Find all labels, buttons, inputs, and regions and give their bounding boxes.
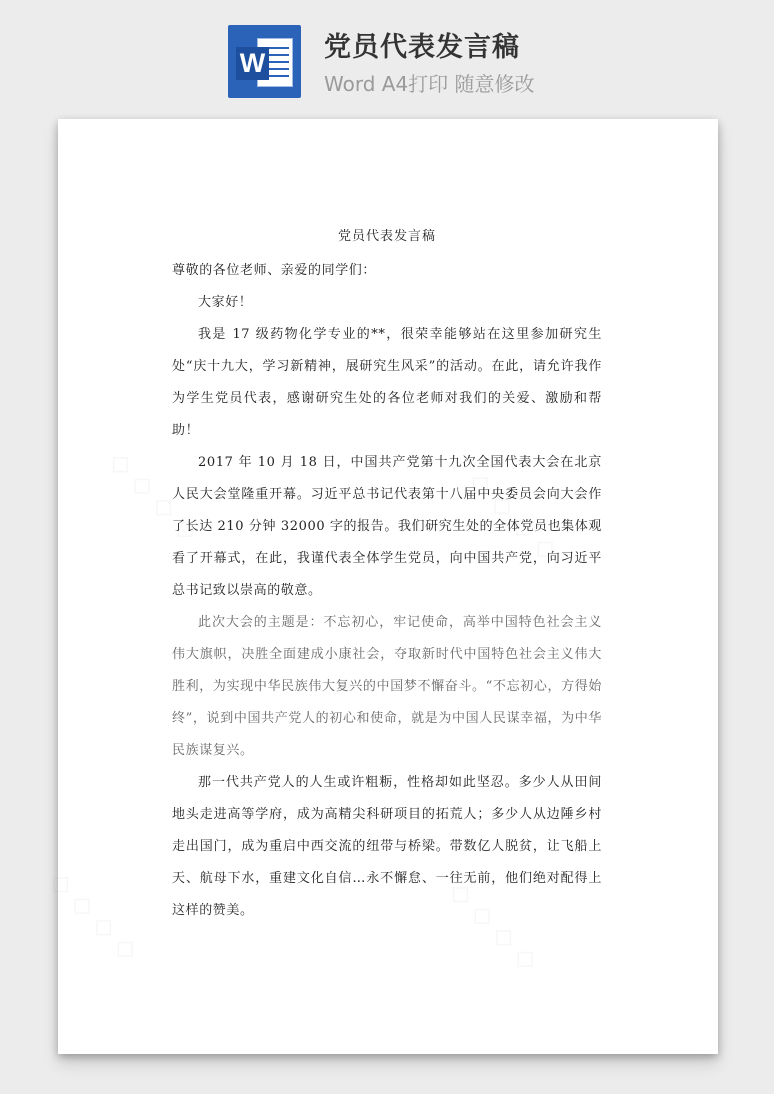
paragraph-congress: 2017 年 10 月 18 日，中国共产党第十九次全国代表大会在北京人民大会堂隆重开幕。习近平总书记代表第十八届中央委员会向大会作了长达 210 分钟 32000 字的报告。我们研究生处的全体党员也集体观看了开幕式，在此，我谨代表全体学生党员，向中国共产党，向习近平总书记致以崇高的敬意。: [172, 455, 602, 598]
word-letter-tile: W: [236, 47, 269, 80]
document-page: [42, 119, 718, 1054]
document-title: 党员代表发言稿: [337, 229, 436, 244]
document-content: [172, 219, 602, 927]
watermark: ◇ ◇ ◇ ◇: [42, 863, 146, 968]
salutation: 尊敬的各位老师、亲爱的同学们：: [172, 263, 377, 278]
header-subtitle: Word A4打印 随意修改: [324, 72, 535, 96]
word-icon: [228, 25, 301, 98]
header-banner: [0, 0, 774, 112]
header-title: 党员代表发言稿: [324, 32, 520, 63]
paragraph-generation: 那一代共产党人的人生或许粗粝，性格却如此坚忍。多少人从田间地头走进高等学府，成为高精尖科研项目的拓荒人；多少人从边陲乡村走出国门，成为重启中西交流的纽带与桥梁。带数亿人脱贫，让飞船上天、航母下水，重建文化自信…永不懈怠、一往无前，他们绝对配得上这样的赞美。: [172, 775, 602, 918]
greeting: 大家好！: [198, 295, 253, 310]
paragraph-theme: 此次大会的主题是：不忘初心，牢记使命，高举中国特色社会主义伟大旗帜，决胜全面建成小康社会，夺取新时代中国特色社会主义伟大胜利，为实现中华民族伟大复兴的中国梦不懈奋斗。“不忘初心，方得始终”，说到中国共产党人的初心和使命，就是为中国人民谋幸福，为中华民族谋复兴。: [172, 615, 602, 758]
watermark: ◇ ◇ ◇ ◇: [442, 873, 546, 978]
paragraph-intro: 我是 17 级药物化学专业的**，很荣幸能够站在这里参加研究生处“庆十九大，学习新精神，展研究生风采”的活动。在此，请允许我作为学生党员代表，感谢研究生处的各位老师对我们的关爱、激励和帮助！: [172, 327, 602, 438]
watermark: ◇ ◇ ◇ ◇: [102, 443, 206, 548]
watermark: ◇ ◇ ◇ ◇: [462, 463, 566, 568]
